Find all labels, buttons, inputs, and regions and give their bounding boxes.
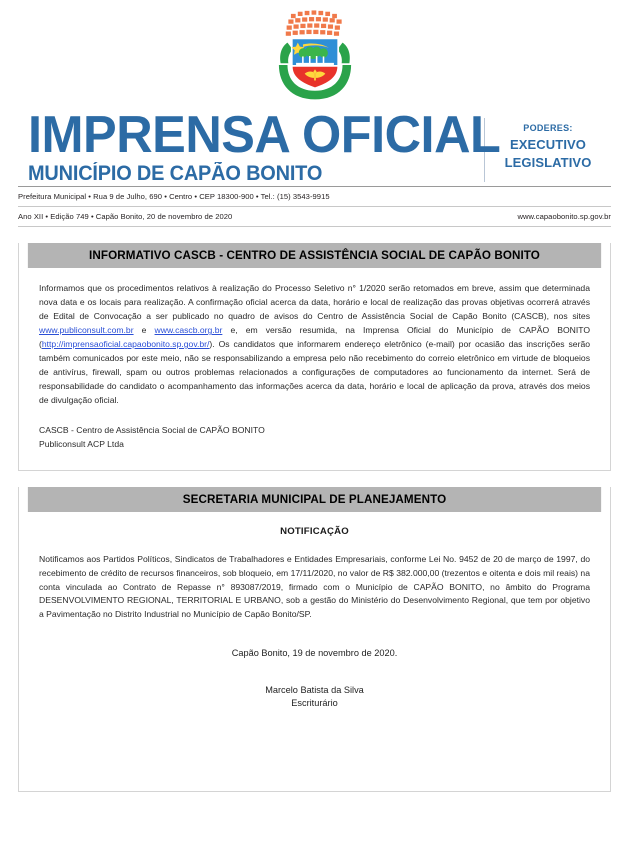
page-subtitle: MUNICÍPIO DE CAPÃO BONITO bbox=[28, 161, 323, 185]
notice-block-cascb bbox=[18, 243, 611, 470]
crest-container bbox=[18, 10, 611, 110]
notice-block-planejamento bbox=[18, 487, 611, 792]
notificacao-body: Notificamos aos Partidos Políticos, Sindicatos de Trabalhadores e Entidades Empresariais, conforme Lei No. 9452 de 20 de março de 1997, do recebimento de crédito de recursos financeiros, sob bloqueio, em 17/11/2020, no valor de R$ 382.000,00 (trezentos e oitenta e dois mil reais) na conta vinculada ao Contrato de Repasse n° 893087/2019, firmado com o Município de CAPÃO BONITO, no âmbito do Programa DESENVOLVIMENTO REGIONAL, TERRITORIAL E URBANO, sob a gestão do Ministério do Desenvolvimento Regional, que tem por objetivo a Pavimentação no Distrito Industrial no Município de Capão Bonito/SP. bbox=[39, 553, 590, 620]
title-row bbox=[18, 106, 611, 186]
cascb-text-part3: e, em versão resumida, na Imprensa Oficial do Município de CAPÃO BONITO ( bbox=[39, 325, 591, 350]
signature-role: Escriturário bbox=[291, 697, 338, 708]
block-header-cascb: INFORMATIVO CASCB - CENTRO DE ASSISTÊNCIA SOCIAL DE CAPÃO BONITO bbox=[28, 243, 601, 268]
signature-name: Marcelo Batista da Silva bbox=[265, 685, 364, 696]
address-line: Prefeitura Municipal • Rua 9 de Julho, 690 • Centro • CEP 18300-900 • Tel.: (15) 3543-9915 bbox=[18, 191, 330, 201]
edition-line: Ano XII • Edição 749 • Capão Bonito, 20 de novembro de 2020 bbox=[18, 212, 233, 222]
website-link[interactable]: www.capaobonito.sp.gov.br bbox=[517, 212, 611, 222]
notificacao-place-date: Capão Bonito, 19 de novembro de 2020. bbox=[231, 648, 398, 659]
block-body-cascb bbox=[19, 268, 610, 469]
block-header-planejamento: SECRETARIA MUNICIPAL DE PLANEJAMENTO bbox=[28, 487, 601, 512]
page-title: IMPRENSA OFICIAL bbox=[28, 106, 501, 164]
block-gap bbox=[0, 471, 629, 487]
address-line-row bbox=[18, 187, 611, 206]
cascb-text-part4: ). Os candidatos que informarem endereço eletrônico (e-mail) por ocasião das inscrições serão também comunicados por este meio, não se responsabilizando a empresa pelo não recebimento do correio eletrônico em virtude de bloqueios de antivírus, firewall, spam ou outros problemas relacionados a configurações de computadores ao funcionamento da internet. Será de responsabilidade do candidato o acompanhamento das informações acerca da data, horário e local de aplicação da prova, através dos meios de divulgação oficial. bbox=[39, 339, 590, 405]
cascb-signature bbox=[39, 424, 590, 452]
notificacao-signature bbox=[39, 684, 590, 709]
powers-label: PODERES: bbox=[523, 123, 573, 133]
cascb-text-part1: Informamos que os procedimentos relativos à realização do Processo Seletivo n° 1/2020 serão retomados em breve, assim que determinada nova data e os locais para realização. A confirmação oficial acerca da data, horário e local de realização das provas objetivas ocorrerá através de Edital de Convocação a ser publicado no quadro de avisos do Centro de Assistência Social de Capão Bonito (CASCB), nos sites bbox=[39, 283, 590, 322]
link-cascb[interactable]: www.cascb.org.br bbox=[154, 325, 223, 336]
power-executivo: EXECUTIVO bbox=[509, 136, 587, 152]
cascb-signature-line2: Publiconsult ACP Ltda bbox=[39, 438, 124, 449]
masthead bbox=[0, 0, 629, 186]
title-left bbox=[18, 106, 501, 186]
coat-of-arms-icon bbox=[272, 10, 358, 108]
cascb-signature-line1: CASCB - Centro de Assistência Social de CAPÃO BONITO bbox=[39, 424, 265, 435]
edition-line-row bbox=[18, 207, 611, 226]
notificacao-title: NOTIFICAÇÃO bbox=[280, 525, 349, 537]
spacer bbox=[0, 227, 629, 243]
cascb-text-part2: e bbox=[133, 325, 155, 336]
power-legislativo: LEGISLATIVO bbox=[504, 155, 592, 171]
link-imprensa-oficial[interactable]: http://imprensaoficial.capaobonito.sp.gov.br/ bbox=[41, 339, 210, 350]
link-publiconsult[interactable]: www.publiconsult.com.br bbox=[39, 325, 134, 336]
powers-block bbox=[485, 112, 611, 173]
cascb-paragraph bbox=[39, 282, 590, 407]
block-body-planejamento bbox=[19, 512, 610, 727]
